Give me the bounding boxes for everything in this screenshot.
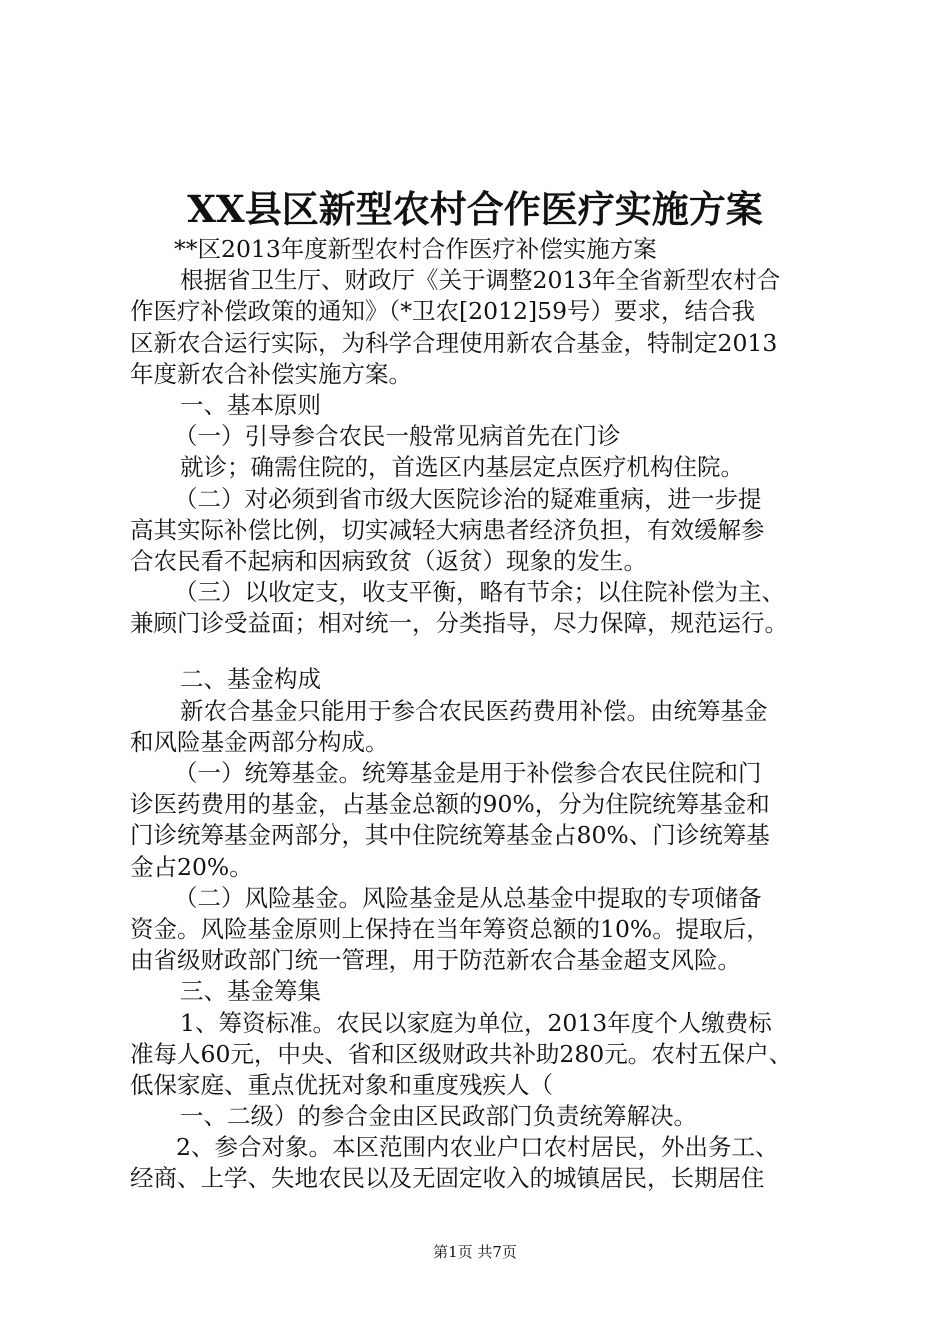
body-line: 1、筹资标准。农民以家庭为单位，2013年度个人缴费标 — [180, 1008, 772, 1037]
body-line: （三）以收定支，收支平衡，略有节余；以住院补偿为主、 — [174, 578, 785, 607]
body-line: 一、二级）的参合金由区民政部门负责统筹解决。 — [180, 1102, 697, 1131]
body-line: 低保家庭、重点优抚对象和重度残疾人（ — [130, 1070, 553, 1099]
body-line: 合农民看不起病和因病致贫（返贫）现象的发生。 — [130, 546, 647, 575]
body-line: 金占20%。 — [130, 852, 253, 881]
document-body — [130, 234, 840, 1195]
body-line: （二）风险基金。风险基金是从总基金中提取的专项储备 — [174, 883, 762, 912]
body-line: 根据省卫生厅、财政厅《关于调整2013年全省新型农村合 — [180, 266, 781, 295]
page-footer: 第1页 共7页 — [433, 1243, 517, 1261]
body-line: **区2013年度新型农村合作医疗补偿实施方案 — [174, 235, 657, 263]
body-line: 作医疗补偿政策的通知》（*卫农[2012]59号）要求，结合我 — [130, 297, 756, 326]
body-line: 一、基本原则 — [180, 390, 321, 419]
body-line: 和风险基金两部分构成。 — [130, 727, 389, 756]
body-line: （二）对必须到省市级大医院诊治的疑难重病，进一步提 — [174, 484, 762, 513]
body-line: 准每人60元，中央、省和区级财政共补助280元。农村五保户、 — [130, 1039, 793, 1068]
body-line: 门诊统筹基金两部分，其中住院统筹基金占80%、门诊统筹基 — [130, 821, 770, 850]
body-line: 资金。风险基金原则上保持在当年筹资总额的10%。提取后， — [130, 914, 770, 943]
body-line: （一）统筹基金。统筹基金是用于补偿参合农民住院和门 — [174, 759, 762, 787]
body-line: 新农合基金只能用于参合农民医药费用补偿。由统筹基金 — [180, 696, 768, 725]
body-line: 诊医药费用的基金，占基金总额的90%，分为住院统筹基金和 — [130, 790, 770, 819]
body-line: 经商、上学、失地农民以及无固定收入的城镇居民，长期居住 — [130, 1164, 765, 1193]
body-line: 三、基金筹集 — [180, 977, 321, 1006]
body-line: 兼顾门诊受益面；相对统一，分类指导，尽力保障，规范运行。 — [130, 609, 788, 638]
body-line: （一）引导参合农民一般常见病首先在门诊 — [174, 422, 621, 451]
body-line: 年度新农合补偿实施方案。 — [130, 359, 412, 388]
body-line: 二、基金构成 — [180, 665, 321, 694]
body-line: 2、参合对象。本区范围内农业户口农村居民，外出务工、 — [176, 1133, 779, 1162]
paragraph-gap — [130, 639, 840, 664]
document-title: XX县区新型农村合作医疗实施方案 — [187, 187, 763, 231]
body-line: 就诊；确需住院的，首选区内基层定点医疗机构住院。 — [180, 453, 744, 482]
body-line: 高其实际补偿比例，切实减轻大病患者经济负担，有效缓解参 — [130, 515, 765, 544]
body-line: 由省级财政部门统一管理，用于防范新农合基金超支风险。 — [130, 946, 741, 975]
body-line: 区新农合运行实际，为科学合理使用新农合基金，特制定2013 — [130, 328, 778, 357]
